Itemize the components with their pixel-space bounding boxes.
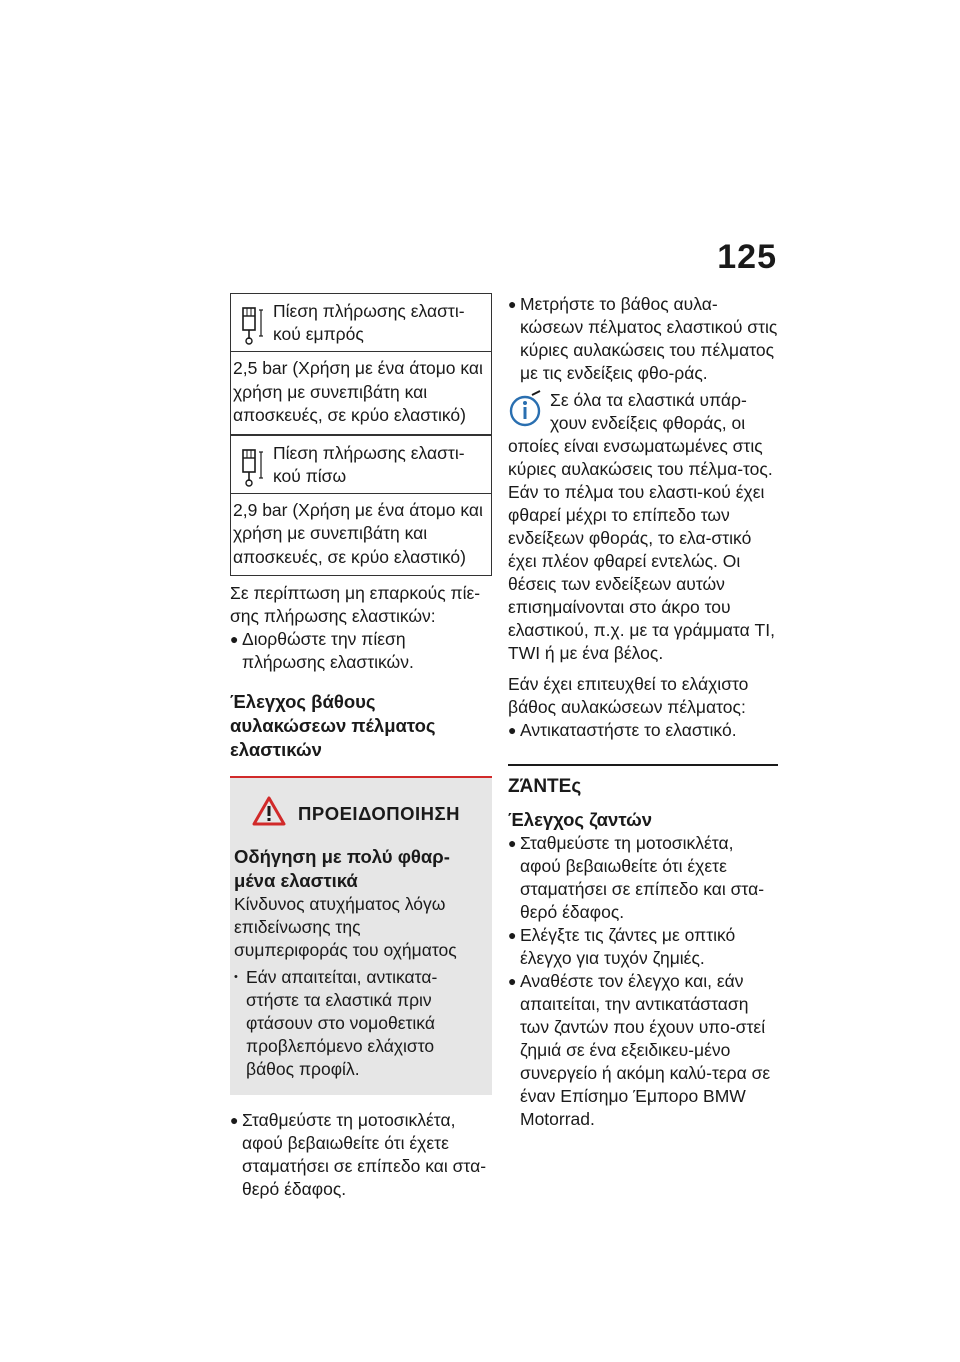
min-reached-text: Εάν έχει επιτευχθεί το ελάχιστο βάθος αυλακώσεων πέλματος: [508,674,749,717]
warning-bold-text: Οδήγηση με πολύ φθαρ-μένα ελαστικά [234,846,450,891]
rim-check-heading: Έλεγχος ζαντών [508,809,652,830]
tire-pressure-gauge-icon [239,448,269,489]
bullet-measure-depth [508,293,778,385]
bullet-icon: ● [508,722,517,738]
bullet-replace-tire [508,719,778,742]
section-title: ΖΆΝΤΕς [508,776,582,797]
rear-pressure-value: 2,9 bar (Χρήση με ένα άτομο και χρήση με συνεπιβάτη και αποσκευές, σε κρύο ελαστικό) [230,493,492,577]
bullet-icon: ● [508,296,517,312]
bullet-text: Ελέγξτε τις ζάντες με οπτικό έλεγχο για τυχόν ζημιές. [520,925,736,968]
bullet-text: Σταθμεύστε τη μοτοσικλέτα, αφού βεβαιωθείτε ότι έχετε σταματήσει σε επίπεδο και στα-θερό έδαφος. [242,1110,487,1199]
warning-title: ΠΡΟΕΙΔΟΠΟΙΗΣΗ [298,802,460,824]
warning-text: Κίνδυνος ατυχήματος λόγω επιδείνωσης της συμπεριφοράς του οχήματος [234,894,457,960]
rear-pressure-label: Πίεση πλήρωσης ελαστι- κού πίσω [273,442,465,486]
bullet-icon: ● [508,973,517,989]
info-icon [508,389,550,435]
front-pressure-label: Πίεση πλήρωσης ελαστι- κού εμπρός [273,301,465,344]
bullet-text: Μετρήστε το βάθος αυλα-κώσεων πέλματος ελαστικού στις κύριες αυλακώσεις του πέλματος με τις ενδείξεις φθο-ράς. [520,294,778,383]
bullet-text: Σταθμεύστε τη μοτοσικλέτα, αφού βεβαιωθείτε ότι έχετε σταματήσει σε επίπεδο και στα-θερό έδαφος. [520,833,765,922]
rim-bullets [508,832,778,1131]
bullet-park-motorcycle [230,1109,492,1201]
info-first-lines: Σε όλα τα ελαστικά υπάρ-χουν ενδείξεις φθοράς, οι [550,390,747,433]
bullet-icon: ● [508,927,517,943]
bullet-rim-1 [508,832,778,924]
right-column [508,293,778,1131]
left-column [230,293,492,1201]
page-number: 125 [717,238,777,276]
insufficient-pressure-text: Σε περίπτωση μη επαρκούς πίε-σης πλήρωσης ελαστικών: [230,583,481,626]
bullet-icon: ● [230,1112,239,1128]
bullet-icon: ● [508,835,517,851]
rear-pressure-header [230,435,492,493]
warning-triangle-icon [252,796,286,831]
bullet-icon: • [234,971,238,983]
bullet-text: Αναθέστε τον έλεγχο και, εάν απαιτείται, την αντικατάσταση των ζαντών που έχουν υπο-στεί ζημιά σε ένα εξειδικευ-μένο συνεργείο ή ακόμη καλύ-τερα σε έναν Επίσημο Έμπορο BMW Motorrad. [520,971,771,1129]
bullet-text: Αντικαταστήστε το ελαστικό. [520,720,737,740]
section-divider [508,764,778,766]
warning-title-row [234,796,478,831]
front-pressure-value: 2,5 bar (Χρήση με ένα άτομο και χρήση με συνεπιβάτη και αποσκευές, σε κρύο ελαστικό) [230,351,492,435]
front-pressure-header [230,293,492,351]
tire-pressure-gauge-icon [239,306,269,347]
warning-bullet [234,966,478,1081]
bullet-rim-3 [508,970,778,1131]
tread-depth-heading: Έλεγχος βάθους αυλακώσεων πέλματος ελαστικών [230,691,436,760]
bullet-text: Εάν απαιτείται, αντικατα-στήστε τα ελαστικά πριν φτάσουν στο νομοθετικά προβλεπόμενο ελάχιστο βάθος προφίλ. [246,967,438,1079]
bullet-icon: ● [230,631,239,647]
bullet-correct-pressure [230,628,492,674]
info-note [508,389,778,435]
bullet-text: Διορθώστε την πίεση πλήρωσης ελαστικών. [242,629,414,672]
warning-box [230,778,492,1095]
info-rest: οποίες είναι ενσωματωμένες στις κύριες αυλακώσεις του πέλμα-τος. Εάν το πέλμα του ελαστι-κού έχει φθαρεί μέχρι το επίπεδο των ενδείξεων φθοράς, το ελα-στικό έχει πλέον φθαρεί εντελώς. Οι θέσεις των ενδείξεων αυτών επισημαίνονται στο άκρο του ελαστικού, π.χ. με τα γράμματα TI, TWI ή με ένα βέλος. [508,436,775,663]
bullet-rim-2 [508,924,778,970]
